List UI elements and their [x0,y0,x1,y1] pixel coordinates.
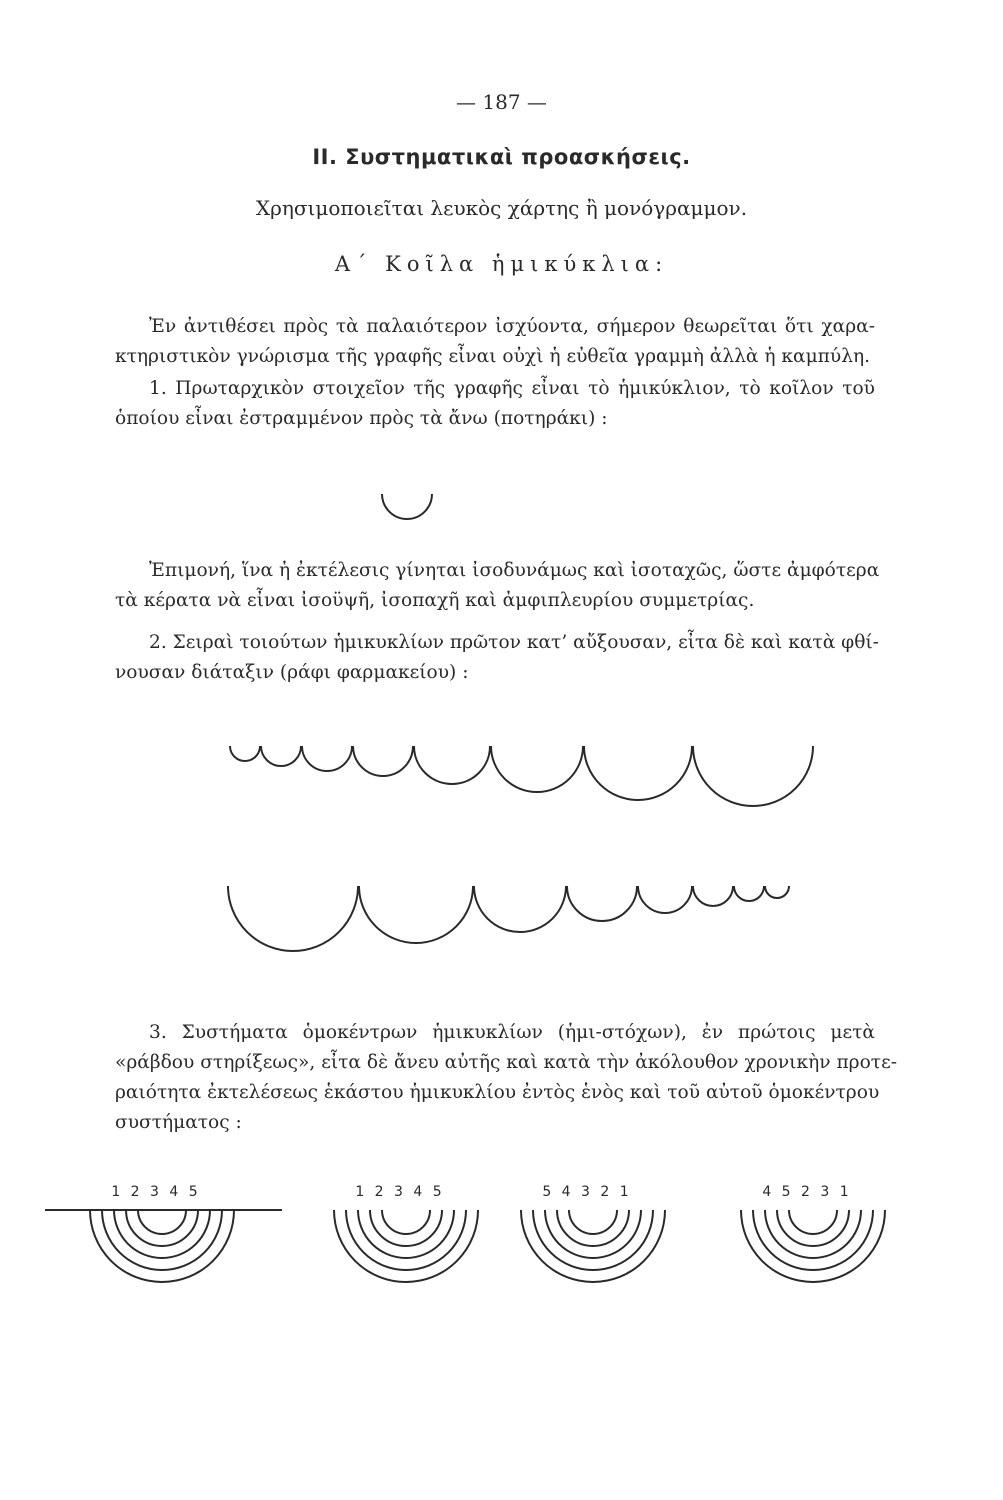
item-3-line-4: συστήματος : [115,1112,242,1133]
concentric-arc-4 [346,1210,466,1270]
concentric-arc-2 [557,1210,629,1246]
concentric-arc-4 [533,1210,653,1270]
item-1-line-2: ὁποίου εἶναι ἐστραμμένον πρὸς τὰ ἄνω (ποτηράκι) : [115,408,608,429]
decreasing-cup-row [228,886,789,951]
row-up-cup-1 [230,746,260,761]
page-number: — 187 — [456,90,547,114]
item-3-line-3: ραιότητα ἐκτελέσεως ἑκάστου ἡμικυκλίου ἐντὸς ἑνὸς καὶ τοῦ αὐτοῦ ὁμοκέντρου [115,1082,880,1103]
item-2-line-2: νουσαν διάταξιν (ράφι φαρμακείου) : [115,662,469,683]
intro-line-2: κτηριστικὸν γνώρισμα τῆς γραφῆς εἶναι οὐχὶ ἡ εὐθεῖα γραμμὴ ἀλλὰ ἡ καμπύλη. [115,346,871,367]
row-down-cup-7 [734,886,764,901]
concentric-arc-1 [569,1210,617,1234]
emphasis-line-1: Ἐπιμονή, ἵνα ἡ ἐκτέλεσις γίνηται ἰσοδυνάμως καὶ ἰσοταχῶς, ὥστε ἀμφότερα [149,560,880,581]
subsection-title: Α΄ Κοῖλα ἡμικύκλια: [334,252,669,276]
concentric-arc-4 [753,1210,873,1270]
concentric-arc-1 [138,1210,186,1234]
row-down-cup-2 [359,886,473,943]
concentric-system-2 [334,1184,478,1282]
row-down-cup-1 [228,886,358,951]
row-up-cup-7 [584,746,692,800]
row-up-cup-2 [261,746,301,766]
concentric-arc-2 [370,1210,442,1246]
increasing-cup-row [230,746,813,806]
concentric-system-4 [741,1184,885,1282]
concentric-system-3 [521,1184,665,1282]
section-heading: ΙΙ. Συστηματικαὶ προασκήσεις. [312,145,691,169]
item-3-line-2: «ράβδου στηρίξεως», εἶτα δὲ ἄνευ αὐτῆς καὶ κατὰ τὴν ἀκόλουθον χρονικὴν προτε- [115,1052,897,1073]
concentric-arc-2 [126,1210,198,1246]
item-2-line-1: 2. Σειραὶ τοιούτων ἡμικυκλίων πρῶτον κατ’ αὔξουσαν, εἶτα δὲ καὶ κατὰ φθί- [149,632,879,653]
row-down-cup-3 [474,886,566,932]
paper-note: Χρησιμοποιεῖται λευκὸς χάρτης ἢ μονόγραμμον. [255,196,748,220]
intro-line-1: Ἐν ἀντιθέσει πρὸς τὰ παλαιότερον ἰσχύοντα, σήμερον θεωρεῖται ὅτι χαρα- [149,316,875,337]
concentric-system-1 [45,1184,282,1282]
row-up-cup-4 [353,746,413,776]
row-up-cup-6 [491,746,583,792]
item-1-line-1: 1. Πρωταρχικὸν στοιχεῖον τῆς γραφῆς εἶναι τὸ ἡμικύκλιον, τὸ κοῖλον τοῦ [149,378,875,399]
row-down-cup-6 [693,886,733,906]
row-up-cup-3 [302,746,352,771]
concentric-arc-1 [382,1210,430,1234]
concentric-arc-2 [777,1210,849,1246]
row-down-cup-5 [638,886,692,913]
stroke-order-label: 1 2 3 4 5 [355,1184,445,1200]
row-down-cup-4 [567,886,637,921]
row-up-cup-5 [414,746,490,784]
row-down-cup-8 [765,886,789,898]
stroke-order-label: 5 4 3 2 1 [542,1184,632,1200]
concentric-arc-1 [789,1210,837,1234]
cup-semicircle [382,494,432,519]
emphasis-line-2: τὰ κέρατα νὰ εἶναι ἰσοϋψῆ, ἰσοπαχῆ καὶ ἀμφιπλευρίου συμμετρίας. [115,590,755,611]
stroke-order-label: 1 2 3 4 5 [111,1184,201,1200]
single-cup-figure [382,494,432,519]
item-3-line-1: 3. Συστήματα ὁμοκέντρων ἡμικυκλίων (ἡμι-στόχων), ἐν πρώτοις μετὰ [149,1022,875,1043]
concentric-arc-4 [102,1210,222,1270]
stroke-order-label: 4 5 2 3 1 [762,1184,852,1200]
row-up-cup-8 [693,746,813,806]
